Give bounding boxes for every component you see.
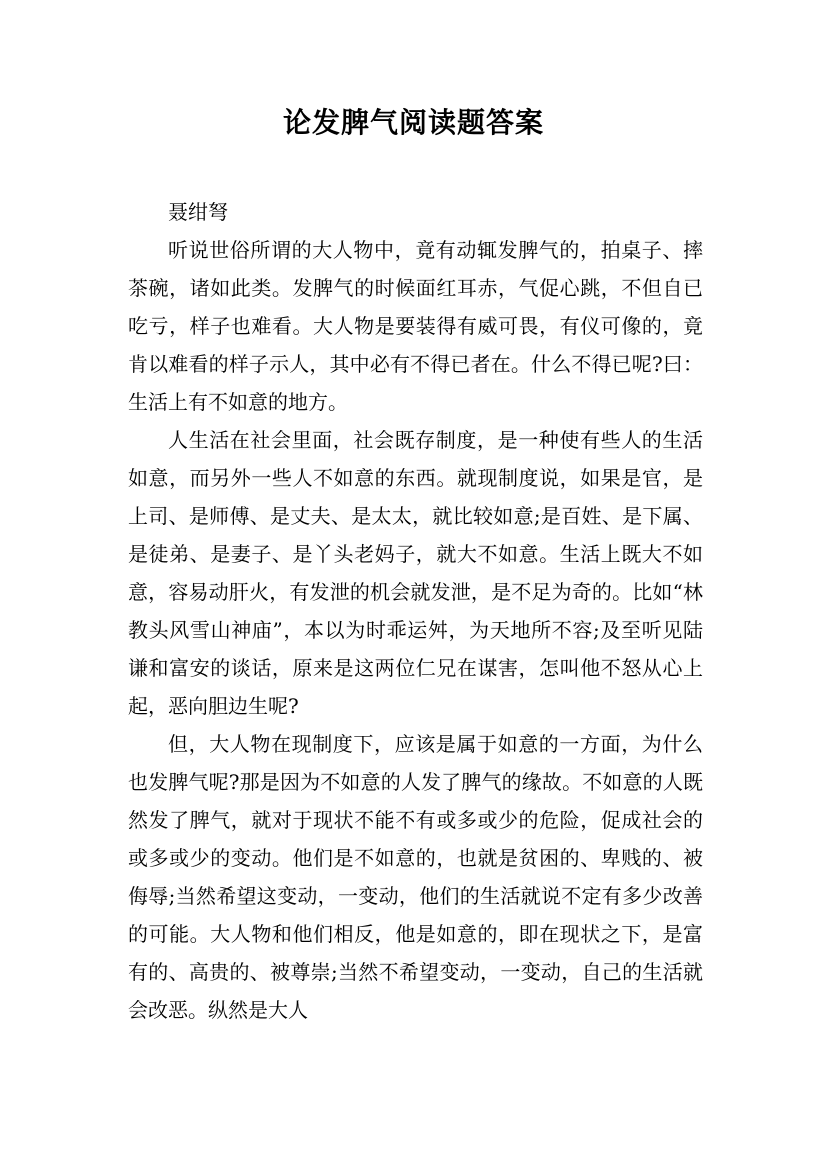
document-body: [128, 193, 703, 1029]
paragraph-3: 但，大人物在现制度下，应该是属于如意的一方面，为什么也发脾气呢?那是因为不如意的人发了脾气的缘故。不如意的人既然发了脾气，就对于现状不能不有或多或少的危险，促成社会的或多或少的变动。他们是不如意的，也就是贫困的、卑贱的、被侮辱;当然希望这变动，一变动，他们的生活就说不定有多少改善的可能。大人物和他们相反，他是如意的，即在现状之下，是富有的、高贵的、被尊崇;当然不希望变动，一变动，自己的生活就会改恶。纵然是大人: [128, 732, 703, 1022]
paragraph-1: 听说世俗所谓的大人物中，竟有动辄发脾气的，拍桌子、摔茶碗，诸如此类。发脾气的时候面红耳赤，气促心跳，不但自已吃亏，样子也难看。大人物是要装得有威可畏，有仪可像的，竟肯以难看的样子示人，其中必有不得已者在。什么不得已呢?曰：生活上有不如意的地方。: [128, 238, 703, 414]
paragraph-2: 人生活在社会里面，社会既存制度，是一种使有些人的生活如意，而另外一些人不如意的东西。就现制度说，如果是官，是上司、是师傅、是丈夫、是太太，就比较如意;是百姓、是下属、是徒弟、是妻子、是丫头老妈子，就大不如意。生活上既大不如意，容易动肝火，有发泄的机会就发泄，是不足为奇的。比如“林教头风雪山神庙”，本以为时乖运舛，为天地所不容;及至听见陆谦和富安的谈话，原来是这两位仁兄在谋害，怎叫他不怒从心上起，恶向胆边生呢?: [128, 428, 703, 718]
document-title: 论发脾气阅读题答案: [282, 106, 544, 139]
author-name: 聂绀弩: [168, 200, 228, 224]
